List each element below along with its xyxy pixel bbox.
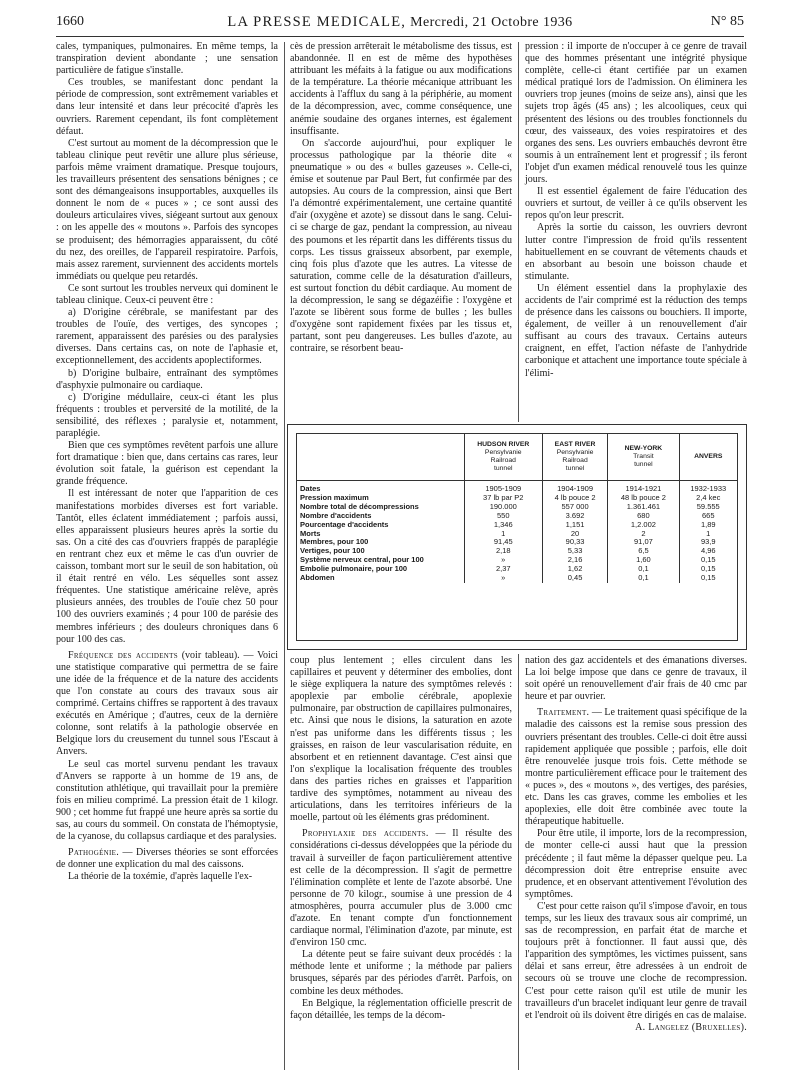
table-cell: 1905-1909 — [464, 481, 542, 494]
table-cell: 1 — [464, 530, 542, 539]
table-row — [297, 574, 737, 583]
table-cell: 1,60 — [608, 556, 679, 565]
table-cell: 1,89 — [679, 521, 737, 530]
author-signature: A. Langelez (Bruxelles). — [635, 1021, 747, 1033]
table-cell: 1,62 — [542, 565, 607, 574]
column-header: ANVERS — [679, 434, 737, 481]
row-label: Embolie pulmonaire, pour 100 — [300, 564, 408, 574]
paragraph: La théorie de la toxémie, d'après laquelle l'ex- — [68, 871, 253, 883]
table-cell: » — [464, 574, 542, 583]
section-pathogeny — [56, 847, 278, 871]
table-cell: 37 lb par P2 — [464, 494, 542, 503]
paragraph-text: — Le traitement quasi spécifique de la maladie des caissons est la remise sous pression des ouvriers présentant des troubles. Celle-ci doit être aussi rapidement appliquée que possible ; parfois, elle doit être renouvelée jusque trois fois. Cette méthode se montre particulièrement efficace pour le traitement des « puces », des « moutons », des vertiges, des parésies, etc. Dans les cas graves, comme les embolies et les apoplexies, elle doit être combinée avec toute la thérapeutique habituelle. — [525, 707, 747, 828]
table-cell: 2 — [608, 530, 679, 539]
table-cell: 6,5 — [608, 547, 679, 556]
table-cell: 1,346 — [464, 521, 542, 530]
row-label: Membres, pour 100 — [300, 537, 369, 547]
paragraph: On s'accorde aujourd'hui, pour expliquer le processus pathologique par la théorie dite « pneumatique » ou des « bulles gazeuses ». Celle-ci, émise et soutenue par Paul Bert, fut confirmée par des autopsies. Au cours de la compression, ainsi que Bert l'a démontré expérimentalement, une certaine quantité d'air (oxygène et azote) se dissout dans le sang. Celui-ci se charge de gaz, pendant la compression, au niveau des poumons et les répartit dans les différents tissus du corps. Les tissus graisseux absorbent, par exemple, cinq fois plus d'azote que les autres. La vitesse de saturation, comme celle de la désaturation d'ailleurs, est surtout fonction du débit cardiaque. Au moment de la décompression, le sang se dégazéifie : l'oxygène et l'azote se libèrent sous forme de bulles ; les bulles d'oxygène sont rapidement fixées par les tissus et, partant, sont peu dangereuses. Les bulles d'azote, au contraire, se résorbent beau- — [290, 137, 512, 355]
table-cell: 5,33 — [542, 547, 607, 556]
table-cell: 1.361.461 — [608, 503, 679, 512]
paragraph: a) D'origine cérébrale, se manifestant par des troubles de l'ouïe, des vertiges, des syncopes ; rarement, apparaissent des parésies ou des paralysies diverses. Dans certains cas, on note de l'aphasie et, exceptionnellement, des accidents apoplectiformes. — [56, 307, 278, 367]
paragraph: Ces troubles, se manifestant donc pendant la période de compression, sont extrêmement variables et dans leur intensité et dans leur précocité d'après les ouvriers. Rarement cependant, ils font complètement défaut. — [56, 77, 278, 137]
paragraph: coup plus lentement ; elles circulent dans les capillaires et peuvent y déterminer des embolies, dont le siège expliquera la nature des symptômes relevés : apoplexie par embolie cérébrale, apoplexie pulmonaire, par obstruction de capillaires pulmonaires, etc. Ainsi que nous le disions, la saturation en azote n'est pas uniforme dans les différents tissus ; les graisses, en raison de leur vascularisation réduite, en absorbent et en retiennent davantage. C'est ainsi que l'on s'explique la localisation fréquente des troubles dans des parties riches en graisses et l'apparition tardive des symptômes, notamment au niveau des articulations, dans les territoires inférieurs de la moelle, partout où les éléments gras prédominent. — [290, 655, 512, 824]
paragraph-text: (voir tableau). — Voici une statistique comparative qui permettra de se faire une idée de la fréquence et de la nature des accidents que l'on constate au cours des travaux sous air comprimé. Certains chiffres se rapportent à des travaux exécutés en Amérique ; d'autres, ceux de la dernière colonne, sont relatifs à la pathologie observée en Belgique lors du creusement du tunnel sous l'Escaut à Anvers. — [56, 649, 279, 758]
table-cell: 0,1 — [608, 574, 679, 583]
paragraph: Après la sortie du caisson, les ouvriers devront lutter contre l'impression de froid qu'ils ressentent habituellement en se couvrant de vêtements chauds et en absorbant au besoin une boisson chaude et stimulante. — [525, 222, 747, 282]
paragraph: pression : il importe de n'occuper à ce genre de travail que des hommes présentant une intégrité physique complète, celle-ci étant certifiée par un examen médical pratiqué lors de l'admission. On éliminera les ouvriers trop jeunes (moins de seize ans), ainsi que les sujets trop âgés (45 ans) ; les alcooliques, ceux qui présentent des lésions ou des troubles fonctionnels du cœur, des vaisseaux, des voies respiratoires et des organes des sens. Les ouvriers embauchés devront être soumis à un entraînement lent et progressif ; ils feront l'objet d'un examen médical renouvelé tous les quinze jours. — [525, 41, 747, 186]
paragraph: La détente peut se faire suivant deux procédés : la méthode lente et uniforme ; la méthode par paliers brusques, séparés par des périodes d'arrêt. Parfois, on combine les deux méthodes. — [290, 949, 512, 997]
column-header: HUDSON RIVER Pensylvanie Railroad tunnel — [464, 434, 542, 481]
table-cell: 59.555 — [679, 503, 737, 512]
table-cell: 1914-1921 — [608, 481, 679, 494]
paragraph: c) D'origine médullaire, ceux-ci étant les plus fréquents : troubles et perversité de la motilité, de la sensibilité, des réflexes ; paralysie et, notamment, paraplégie. — [56, 391, 278, 439]
table-corner — [297, 434, 464, 481]
paragraph: Le seul cas mortel survenu pendant les travaux d'Anvers se rapporte à un homme de 19 ans, de constitution athlétique, qui travaillait pour la première fois en milieu comprimé. La pression était de 1 kilogr. 900 ; cet homme fut frappé une heure après sa sortie du sas, au cours du sommeil. On constata de l'hémoptysie, de la cyanose, du collapsus cardiaque et des paralysies. — [56, 758, 278, 843]
table-cell: 2,4 kec — [679, 494, 737, 503]
column-divider-2 — [518, 42, 519, 422]
section-heading: Prophylaxie des accidents. — [302, 828, 429, 840]
table-cell: 0,15 — [679, 574, 737, 583]
paragraph: Il est intéressant de noter que l'apparition de ces manifestations morbides diverses est fort variable. Tantôt, elles éclatent immédiatement ; parfois aussi, elles apparaissent plusieurs heures après la sortie du sas. On a cité des cas d'ouvriers frappés de paraplégie en rentrant chez eux et même le cas d'un ouvrier de caisson, tombant mort sur le seuil de son habitation, où il était rentré en vélo. Les séquelles sont assez fréquentes. Une statistique américaine relève, après plusieurs années, des troubles de l'ouïe chez 50 pour 100 des ouvriers examinés ; 4 pour 100 de parésie des membres inférieurs ; des douleurs chroniques dans 6 pour 100 des cas. — [56, 488, 278, 645]
table-cell: 3.692 — [542, 512, 607, 521]
table-cell: 1,2.002 — [608, 521, 679, 530]
paragraph: En Belgique, la réglementation officielle prescrit de façon détaillée, les temps de la décom- — [290, 997, 512, 1021]
table-row — [297, 481, 737, 494]
table-cell: 0,15 — [679, 556, 737, 565]
paragraph-text: — Il résulte des considérations ci-dessus développées que la période du travail à surveiller de façon particulièrement attentive est celle de la décompression. Il s'agit de permettre l'élimination complète et lente de l'azote absorbé. Une personne de 70 kilogr., soumise à une pression de 4 atmosphères, pourra accumuler plus de 3.000 cmc d'azote. En tenant compte d'un fonctionnement cardiaque normal, l'élimination d'azote, par minute, est d'environ 150 cmc. — [290, 828, 513, 949]
section-heading: Fréquence des accidents — [68, 649, 178, 661]
table-cell: 2,37 — [464, 565, 542, 574]
row-label: Nombre d'accidents — [300, 510, 372, 520]
row-label: Vertiges, pour 100 — [300, 546, 365, 556]
table-cell: 550 — [464, 512, 542, 521]
paragraph: cès de pression arrêterait le métabolisme des tissus, est abandonnée. Il en est de même des hypothèses attribuant les méfaits à la fatigue ou aux modifications de la température. La théorie mécanique attribuant les accidents à l'afflux du sang à la périphérie, au moment de la décompression, avec, comme conséquence, une anémie soudaine des organes internes, est également insuffisante. — [290, 41, 512, 137]
column-header: EAST RIVER Pensylvanie Railroad tunnel — [542, 434, 607, 481]
row-label: Dates — [300, 484, 321, 493]
column-divider-3 — [518, 654, 519, 1070]
table-cell: 680 — [608, 512, 679, 521]
journal-title: LA PRESSE MEDICALE, — [227, 14, 407, 30]
issue-number: N° 85 — [710, 14, 744, 29]
table-header-row — [297, 434, 737, 481]
row-label: Pourcentage d'accidents — [300, 519, 389, 529]
column-2-bottom — [290, 655, 512, 1022]
section-prophylaxis — [290, 828, 512, 949]
table-cell: 1 — [679, 530, 737, 539]
section-heading: Traitement. — [537, 707, 590, 719]
paragraph: nation des gaz accidentels et des émanations diverses. La loi belge impose que dans ce genre de travaux, il soit opéré un renouvellement d'air frais de 40 cmc par heure et par ouvrier. — [525, 655, 747, 703]
paragraph: Un élément essentiel dans la prophylaxie des accidents de l'air comprimé est la réduction des temps de présence dans les caissons ou bouchiers. Il importe, également, de veiller à un renouvellement d'air suffisant au cours des travaux. Certains auteurs craignent, en effet, l'action néfaste de l'anhydride carbonique et attachent une importance toute spéciale à l'élimi- — [525, 282, 747, 379]
issue-date: Mercredi, 21 Octobre 1936 — [410, 15, 573, 30]
table-cell: 4,96 — [679, 547, 737, 556]
page-header — [56, 14, 744, 36]
paragraph-text: — Diverses théories se sont efforcées de donner une explication du mal des caissons. — [56, 847, 278, 871]
table-cell: 0,45 — [542, 574, 607, 583]
row-label: Pression maximum — [300, 492, 369, 502]
paragraph: C'est surtout au moment de la décompression que le tableau clinique peut revêtir une allure plus sérieuse, parfois même vraiment dramatique. Presque toujours, les travailleurs présentent des sensations bénignes ; ce sont des démangeaisons insupportables, auxquelles ils donnent le nom de « puces » ; ce sont aussi des douleurs articulaires vives, siégeant surtout aux genoux : on les appelle des « moutons ». Parfois des syncopes se produisent; des hémorragies apparaissent, du côté du nez, des oreilles, de l'appareil respiratoire. Parfois, mais assez rarement, surviennent des accidents mortels immédiats ou quelque peu retardés. — [56, 137, 278, 282]
table-cell: 0,15 — [679, 565, 737, 574]
column-3-bottom — [525, 655, 747, 1034]
accident-table — [297, 434, 737, 583]
table-cell: 93,9 — [679, 538, 737, 547]
section-frequency — [56, 650, 278, 759]
table-cell: 48 lb pouce 2 — [608, 494, 679, 503]
table-cell: 1932-1933 — [679, 481, 737, 494]
column-2-top — [290, 41, 512, 355]
table-cell: 0,1 — [608, 565, 679, 574]
table-cell: 20 — [542, 530, 607, 539]
row-label: Abdomen — [300, 573, 335, 583]
column-header: NEW-YORK Transit tunnel — [608, 434, 679, 481]
paragraph: Ce sont surtout les troubles nerveux qui dominent le tableau clinique. Ceux-ci peuvent être : — [56, 282, 278, 306]
paragraph: Bien que ces symptômes revêtent parfois une allure fort dramatique : bien que, dans certains cas rares, leur évolution soit fatale, la guérison est cependant la grande fréquence. — [56, 440, 278, 488]
journal-title-line — [56, 14, 744, 31]
section-treatment — [525, 707, 747, 828]
section-heading: Pathogénie. — [68, 847, 120, 859]
table-cell: » — [464, 556, 542, 565]
table-cell: 90,33 — [542, 538, 607, 547]
table-cell: 1904-1909 — [542, 481, 607, 494]
table-cell: 1,151 — [542, 521, 607, 530]
column-3-top — [525, 41, 747, 380]
header-rule — [56, 36, 744, 37]
table-cell: 2,16 — [542, 556, 607, 565]
paragraph: b) D'origine bulbaire, entraînant des symptômes d'asphyxie pulmonaire ou cardiaque. — [56, 367, 278, 391]
table-cell: 91,07 — [608, 538, 679, 547]
page-number: 1660 — [56, 14, 84, 29]
row-label: Nombre total de décompressions — [300, 501, 419, 511]
table-cell: 91,45 — [464, 538, 542, 547]
paragraph: C'est pour cette raison qu'il s'impose d'avoir, en tous temps, sur les lieux des travaux sous air comprimé, un sas de recompression, en parfait état de marche et toujours prêt à fonctionner. Il faut aussi que, dès l'apparition des symptômes, les victimes puissent, sans délai et sans erreur, être adressées à un endroit de secours où se trouve une cloche de recompression. C'est pour cette raison qu'il est utile de munir les travailleurs d'un bracelet indiquant leur genre de travail et l'endroit où ils doivent être dirigés en cas de malaise. — [525, 900, 747, 1021]
row-label: Système nerveux central, pour 100 — [300, 555, 424, 565]
table-cell: 4 lb pouce 2 — [542, 494, 607, 503]
column-1 — [56, 41, 278, 883]
table-frame — [296, 433, 738, 641]
table-row — [297, 565, 737, 574]
statistics-table — [287, 424, 747, 650]
column-divider-1 — [284, 42, 285, 1070]
paragraph: cales, tympaniques, pulmonaires. En même temps, la transpiration devient abondante ; une sensation particulière de fatigue s'installe. — [56, 41, 278, 77]
table-cell: 2,18 — [464, 547, 542, 556]
paragraph: Il est essentiel également de faire l'éducation des ouvriers et surtout, de veiller à ce qu'ils observent les repos qu'on leur prescrit. — [525, 186, 747, 222]
table-cell: 557 000 — [542, 503, 607, 512]
table-cell: 665 — [679, 512, 737, 521]
table-cell: 190.000 — [464, 503, 542, 512]
paragraph: Pour être utile, il importe, lors de la recompression, de monter celle-ci aussi haut que la pression précédente ; il faut même la dépasser quelque peu. La décompression doit être entreprise ensuite avec prudence, et en observant attentivement l'évolution des symptômes. — [525, 828, 747, 900]
table-row — [297, 521, 737, 530]
row-label: Morts — [300, 528, 321, 538]
